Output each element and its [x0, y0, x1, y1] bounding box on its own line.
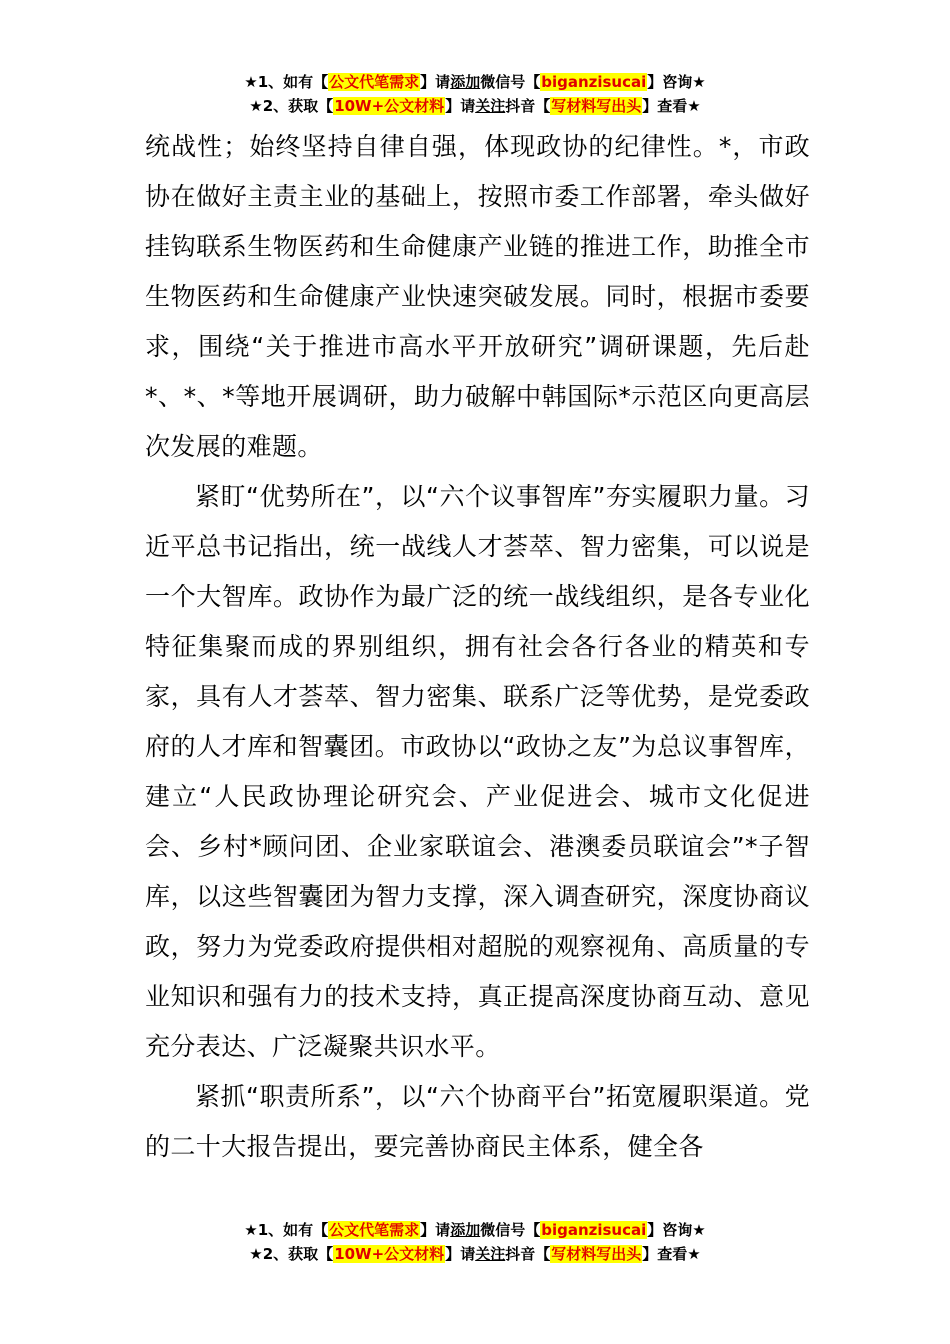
banner-line-2: ★2、获取【10W+公文材料】请关注抖音【写材料写出头】查看★ [249, 1245, 701, 1263]
highlight-wechat-id: biganzisucai [541, 73, 647, 91]
banner-line-2: ★2、获取【10W+公文材料】请关注抖音【写材料写出头】查看★ [249, 97, 701, 115]
highlight-service: 公文代笔需求 [329, 1221, 420, 1239]
paragraph-3: 紧抓“职责所系”，以“六个协商平台”拓宽履职渠道。党的二十大报告提出，要完善协商民主体系，健全各 [145, 1082, 810, 1161]
header-banner [0, 70, 950, 118]
paragraph-2: 紧盯“优势所在”，以“六个议事智库”夯实履职力量。习近平总书记指出，统一战线人才荟萃、智力密集，可以说是一个大智库。政协作为最广泛的统一战线组织，是各专业化特征集聚而成的界别组织，拥有社会各行各业的精英和专家，具有人才荟萃、智力密集、联系广泛等优势，是党委政府的人才库和智囊团。市政协以“政协之友”为总议事智库，建立“人民政协理论研究会、产业促进会、城市文化促进会、乡村*顾问团、企业家联谊会、港澳委员联谊会”*子智库，以这些智囊团为智力支撑，深入调查研究，深度协商议政，努力为党委政府提供相对超脱的观察视角、高质量的专业知识和强有力的技术支持，真正提高深度协商互动、意见充分表达、广泛凝聚共识水平。 [145, 482, 810, 1061]
document-body [145, 122, 810, 1172]
banner-line-1: ★1、如有【公文代笔需求】请添加微信号【biganzisucai】咨询★ [244, 1221, 706, 1239]
footer-banner [0, 1218, 950, 1266]
highlight-douyin-account: 写材料写出头 [551, 97, 642, 115]
highlight-materials: 10W+公文材料 [334, 97, 445, 115]
highlight-wechat-id: biganzisucai [541, 1221, 647, 1239]
highlight-materials: 10W+公文材料 [334, 1245, 445, 1263]
paragraph-1: 统战性；始终坚持自律自强，体现政协的纪律性。*，市政协在做好主责主业的基础上，按照市委工作部署，牵头做好挂钩联系生物医药和生命健康产业链的推进工作，助推全市生物医药和生命健康产业快速突破发展。同时，根据市委要求，围绕“关于推进市高水平开放研究”调研课题，先后赴*、*、*等地开展调研，助力破解中韩国际*示范区向更高层次发展的难题。 [145, 132, 810, 461]
highlight-service: 公文代笔需求 [329, 73, 420, 91]
highlight-douyin-account: 写材料写出头 [551, 1245, 642, 1263]
banner-line-1: ★1、如有【公文代笔需求】请添加微信号【biganzisucai】咨询★ [244, 73, 706, 91]
